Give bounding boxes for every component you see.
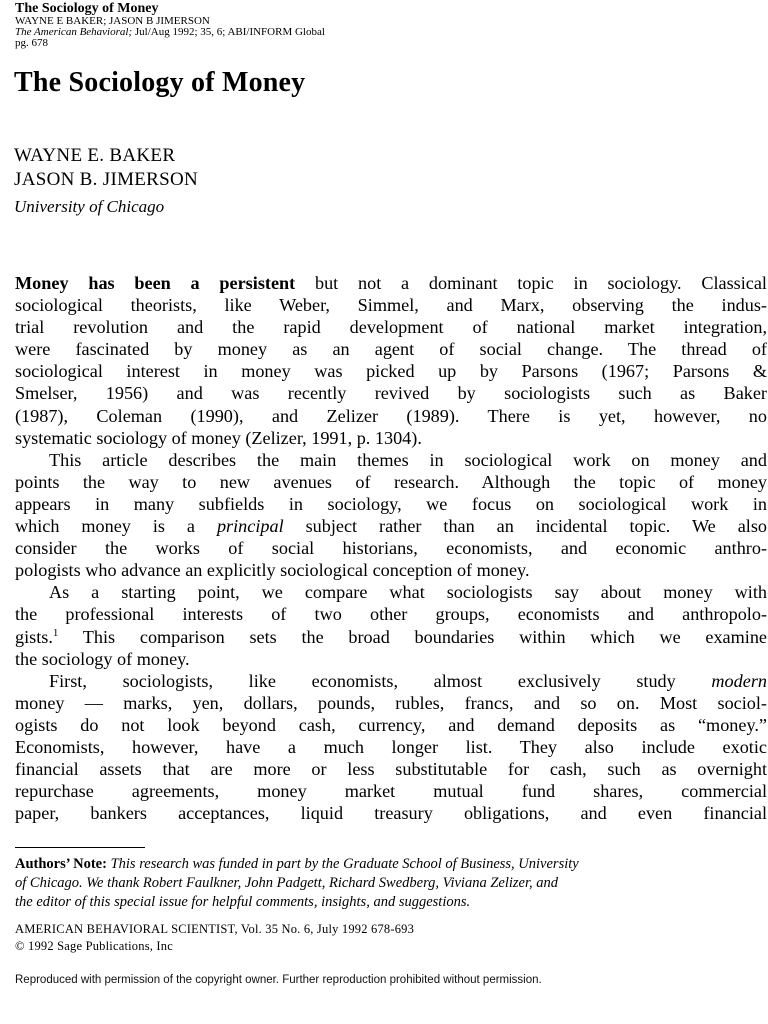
reproduction-notice: Reproduced with permission of the copyright owner. Further reproduction prohibited without permission.	[15, 974, 542, 986]
authors-note	[15, 855, 767, 912]
paragraph-1	[15, 272, 767, 449]
emphasis-text: modern	[711, 670, 767, 691]
emphasis-text: principal	[216, 516, 284, 537]
publication-info	[15, 921, 414, 955]
article-body	[15, 272, 767, 824]
paragraph-2	[15, 449, 767, 582]
text-line: sociological theorists, like Weber, Simmel, and Marx, observing the indus-	[15, 295, 767, 316]
database-header	[15, 1, 325, 49]
text-line: Economists, however, have a much longer list. They also include exotic	[15, 736, 767, 757]
footnote-divider	[15, 847, 145, 848]
author-affiliation: University of Chicago	[14, 197, 165, 216]
text-line: pologists who advance an explicitly sociological conception of money.	[15, 560, 530, 581]
text-line: Smelser, 1956) and was recently revived by sociologists such as Baker	[15, 383, 767, 404]
text-line: paper, bankers acceptances, liquid treasury obligations, and even financial	[15, 803, 767, 824]
header-issue: Jul/Aug 1992; 35, 6; ABI/INFORM Global	[132, 26, 325, 38]
author-list	[14, 144, 198, 192]
text-line: financial assets that are more or less substitutable for cash, such as overnight	[15, 759, 767, 780]
text-line: As a starting point, we compare what sociologists say about money with	[49, 582, 767, 603]
header-journal: The American Behavioral;	[15, 26, 133, 38]
footnote-marker: 1	[52, 626, 59, 639]
text-line: First, sociologists, like economists, almost exclusively study modern	[49, 670, 767, 691]
article-title: The Sociology of Money	[14, 67, 306, 98]
author-name: JASON B. JIMERSON	[14, 169, 199, 190]
paragraph-3	[15, 581, 767, 669]
text-line: appears in many subfields in sociology, we focus on sociological work in	[15, 493, 767, 514]
note-label: Authors’ Note:	[15, 856, 107, 872]
text-line: trial revolution and the rapid development of national market integration,	[15, 317, 767, 338]
header-source	[15, 27, 325, 38]
text-line: repurchase agreements, money market mutual fund shares, commercial	[15, 781, 767, 802]
text-line: the professional interests of two other groups, economists and anthropolo-	[15, 604, 767, 625]
journal-citation: AMERICAN BEHAVIORAL SCIENTIST, Vol. 35 No. 6, July 1992 678-693	[15, 922, 415, 936]
lead-in-text: Money has been a persistent	[15, 273, 296, 293]
text-line: consider the works of social historians, economists, and economic anthro-	[15, 538, 767, 559]
text-line: which money is a principal subject rather than an incidental topic. We also	[15, 516, 767, 537]
text-line: This article describes the main themes in sociological work on money and	[49, 449, 767, 470]
header-authors: WAYNE E BAKER; JASON B JIMERSON	[15, 15, 210, 27]
text-line: ogists do not look beyond cash, currency, and demand deposits as “money.”	[15, 714, 767, 735]
header-title: The Sociology of Money	[15, 1, 159, 16]
text-line: money — marks, yen, dollars, pounds, rubles, francs, and so on. Most sociol-	[15, 692, 767, 713]
text-line: the sociology of money.	[15, 648, 190, 669]
text-line: were fascinated by money as an agent of social change. The thread of	[15, 339, 767, 360]
note-line: Authors’ Note: This research was funded in part by the Graduate School of Business, University	[15, 856, 579, 872]
header-page: pg. 678	[15, 37, 48, 49]
copyright-notice: © 1992 Sage Publications, Inc	[15, 939, 173, 953]
text-line: sociological interest in money was picked up by Parsons (1967; Parsons &	[15, 361, 767, 382]
text-line: (1987), Coleman (1990), and Zelizer (1989). There is yet, however, no	[15, 405, 767, 426]
text-line: gists.$^1$ This comparison sets the broad boundaries within which we examine	[15, 626, 767, 647]
text-line: points the way to new avenues of research. Although the topic of money	[15, 471, 767, 492]
note-line: of Chicago. We thank Robert Faulkner, John Padgett, Richard Swedberg, Viviana Zelizer, and	[15, 875, 558, 891]
paragraph-4	[15, 670, 767, 825]
text-line: systematic sociology of money (Zelizer, 1991, p. 1304).	[15, 427, 422, 448]
author-name: WAYNE E. BAKER	[14, 145, 176, 166]
text-line: Money has been a persistent but not a dominant topic in sociology. Classical	[15, 273, 767, 293]
note-line: the editor of this special issue for helpful comments, insights, and suggestions.	[15, 894, 471, 910]
